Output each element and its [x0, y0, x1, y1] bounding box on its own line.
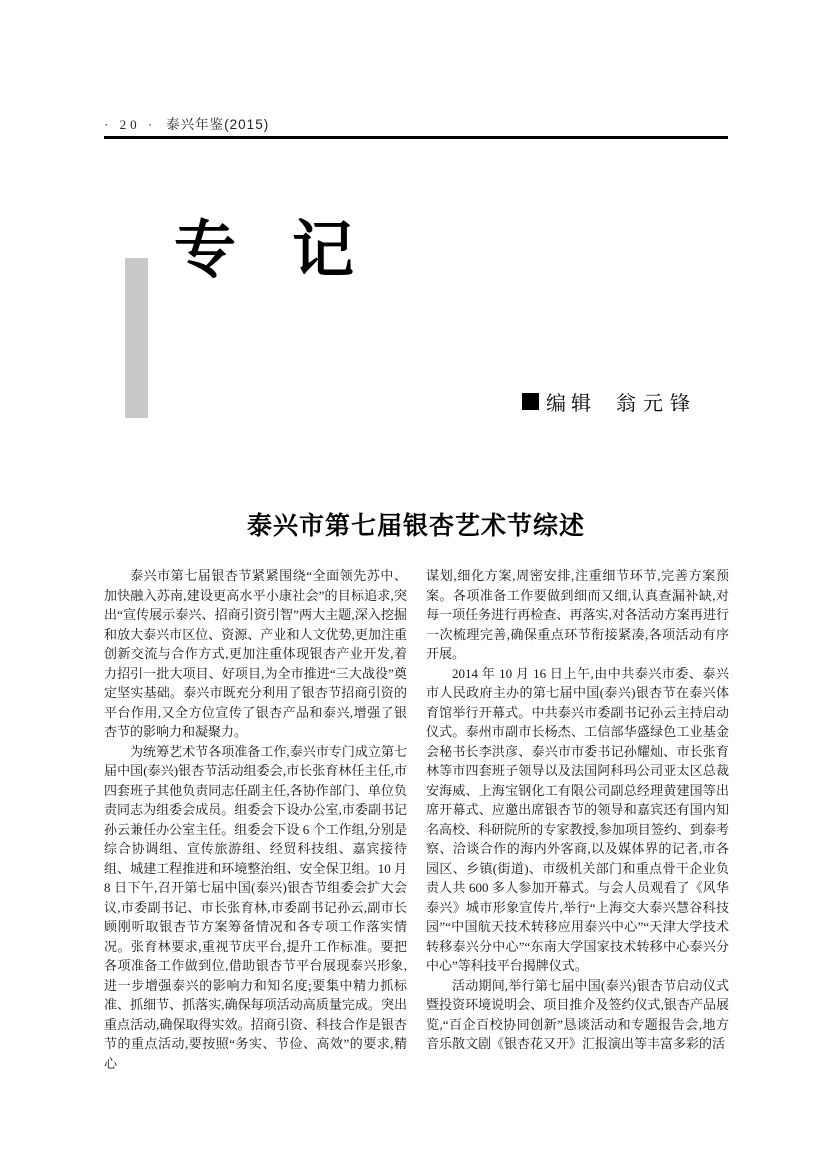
editor-name: 翁元锋 — [616, 393, 697, 415]
editor-credit — [522, 387, 697, 416]
article-body — [104, 566, 729, 1073]
page-number: · 20 · — [104, 117, 157, 132]
section-title: 专记 — [174, 217, 411, 285]
article-paragraph: 为统筹艺术节各项准备工作,泰兴市专门成立第七届中国(泰兴)银杏节活动组委会,市长张育林任主任,市四套班子其他负责同志任副主任,各协作部门、单位负责同志为组委会成员。组委会下设办公室,市委副书记孙云兼任办公室主任。组委会下设 6 个工作组,分别是综合协调组、宣传旅游组、经贸科技组、嘉宾接待组、城建工程推进和环境整治组、安全保卫组。10 月 8 日下午,召开第七届中国(泰兴)银杏节组委会扩大会议,市委副书记、市长张育林,市委副书记孙云,副市长顾刚听取银杏节方案筹备情况和各专项工作落实情况。张育林要求,重视节庆平台,提升工作标准。要把各项准备工作做到位,借助银杏节平台展现泰兴形象,进一步增强泰兴的影响力和知名度;要集中精力抓标准、抓细节、抓落实,确保每项活动高质量完成。突出重点活动,确保取得实效。招商引资、科技合作是银杏节的重点活动,要按照“务实、节俭、高效”的要求,精心 — [104, 743, 407, 1071]
editor-label: 编辑 — [546, 393, 596, 415]
publication-title: 泰兴年鉴(2015) — [166, 117, 270, 132]
article-paragraph: 泰兴市第七届银杏节紧紧围绕“全面领先苏中、加快融入苏南,建设更高水平小康社会”的目标追求,突出“宣传展示泰兴、招商引资引智”两大主题,深入挖掘和放大泰兴市区位、资源、产业和人文优势,更加注重创新交流与合作方式,更加注重体现银杏产业开发,着力招引一批大项目、好项目,为全市推进“三大战役”奠定坚实基础。泰兴市既充分利用了银杏节招商引资的平台作用,又全方位宣传了银杏产品和泰兴,增强了银杏节的影响力和凝聚力。 — [104, 568, 407, 739]
article-paragraph: 谋划,细化方案,周密安排,注重细节环节,完善方案预案。各项准备工作要做到细而又细,认真查漏补缺,对每一项任务进行再检查、再落实,对各活动方案再进行一次梳理完善,确保重点环节衔接紧凑,各项活动有序开展。 — [426, 568, 729, 661]
article-title: 泰兴市第七届银杏艺术节综述 — [246, 512, 585, 540]
text-column-right — [426, 566, 729, 1073]
text-column-left — [104, 566, 407, 1073]
header-rule — [104, 136, 728, 139]
article-paragraph: 活动期间,举行第七届中国(泰兴)银杏节启动仪式暨投资环境说明会、项目推介及签约仪式,银杏产品展览,“百企百校协同创新”恳谈活动和专题报告会,地方音乐散文剧《银杏花又开》汇报演出等丰富多彩的活 — [426, 977, 729, 1051]
article-paragraph: 2014 年 10 月 16 日上午,由中共泰兴市委、泰兴市人民政府主办的第七届中国(泰兴)银杏节在泰兴体育馆举行开幕式。中共泰兴市委副书记孙云主持启动仪式。泰州市副市长杨杰、工信部华盛绿色工业基金会秘书长李洪彦、泰兴市市委书记孙耀灿、市长张育林等市四套班子领导以及法国阿科玛公司亚太区总裁安海威、上海宝钢化工有限公司副总经理黄建国等出席开幕式、应邀出席银杏节的领导和嘉宾还有国内知名高校、科研院所的专家教授,参加项目签约、到泰考察、洽谈合作的海内外客商,以及媒体界的记者,市各园区、乡镇(街道)、市级机关部门和重点骨干企业负责人共 600 多人参加开幕式。与会人员观看了《风华泰兴》城市形象宣传片,举行“上海交大泰兴慧谷科技园”“中国航天技术转移应用泰兴中心”“天津大学技术转移泰兴分中心”“东南大学国家技术转移中心泰兴分中心”等科技平台揭牌仪式。 — [426, 665, 729, 973]
running-head — [104, 113, 728, 133]
section-accent-bar — [125, 258, 148, 418]
black-square-icon — [522, 393, 539, 410]
